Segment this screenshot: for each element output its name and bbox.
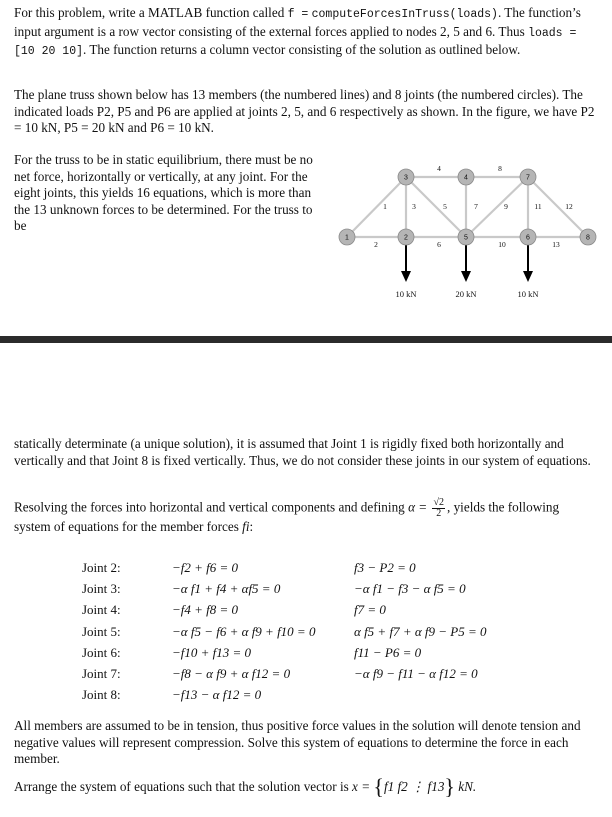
- page-divider: [0, 336, 612, 343]
- code-loads: loads = [10 20 10]: [14, 26, 577, 59]
- tension-text: All members are assumed to be in tension, thus positive force values in the solution will denote tension and negative values will represent compression. Solve this system of equations to determine the force in each member.: [14, 718, 581, 767]
- continuation-paragraph: [14, 436, 598, 469]
- member-label: 12: [565, 202, 573, 211]
- continuation-text: statically determinate (a unique solution), it is assumed that Joint 1 is rigidly fixed both horizontally and vertically and that Joint 8 is fixed vertically. Thus, we do not consider these joints in our system of equations.: [14, 436, 591, 468]
- code-f-equals: f =: [287, 8, 309, 21]
- solution-vector-entries: f1 f2 ⋮ f13: [383, 779, 445, 794]
- intro-text-3: . The function returns a column vector consisting of the solution as outlined below.: [83, 42, 521, 58]
- joint-label: 5: [464, 234, 468, 242]
- member-label: 8: [498, 164, 502, 173]
- intro-text-2: . The function’s input argument is a row vector consisting of the external forces applied to nodes 2, 5 and 6. Thus: [14, 5, 581, 39]
- code-function-signature: computeForcesInTruss(loads): [311, 8, 498, 21]
- left-brace: {: [373, 774, 384, 799]
- fraction-denominator: 2: [436, 508, 442, 519]
- alpha-fraction: [432, 498, 445, 519]
- joint-label-text: Joint 5:: [82, 623, 121, 639]
- arrange-text: Arrange the system of equations such that the solution vector is: [14, 779, 353, 794]
- horizontal-equation: −f4 + f8 = 0: [172, 602, 239, 618]
- member-label: 13: [552, 240, 560, 249]
- arrowhead: [461, 271, 471, 282]
- resolve-paragraph: [14, 498, 598, 536]
- equation-row: [82, 602, 562, 623]
- solution-vector-symbol: x =: [352, 779, 371, 794]
- vertical-equation: f11 − P6 = 0: [354, 644, 422, 660]
- member-label: 5: [443, 202, 447, 211]
- equation-system: [82, 560, 562, 708]
- equation-row: [82, 666, 562, 687]
- joint-label: 6: [526, 234, 530, 242]
- vertical-equation: f3 − P2 = 0: [354, 560, 416, 575]
- horizontal-equation: −f10 + f13 = 0: [172, 644, 252, 660]
- truss-description-text: The plane truss shown below has 13 members (the numbered lines) and 8 joints (the numbered circles). The indicated loads P2, P5 and P6 are applied at joints 2, 5, and 6 respectively as shown. In the figure, we have P2 = 10 kN, P5 = 20 kN and P6 = 10 kN.: [14, 87, 595, 136]
- unit-kn: kN.: [458, 779, 477, 794]
- joint-label-text: Joint 2:: [82, 560, 121, 575]
- alpha-definition: α =: [408, 499, 428, 515]
- joint-label-text: Joint 6:: [82, 644, 121, 660]
- equation-row: [82, 624, 562, 645]
- joint-label-text: Joint 3:: [82, 581, 121, 597]
- vertical-equation: −α f1 − f3 − α f5 = 0: [354, 581, 466, 597]
- arrowhead: [401, 271, 411, 282]
- load-arrows: [401, 245, 533, 282]
- member-label: 9: [504, 202, 508, 211]
- vertical-equation: f7 = 0: [354, 602, 386, 618]
- horizontal-equation: −f8 − α f9 + α f12 = 0: [172, 665, 291, 681]
- truss-figure: [330, 153, 600, 303]
- member-label: 11: [534, 202, 542, 211]
- member-label: 2: [374, 240, 378, 249]
- truss-description-paragraph: [14, 87, 598, 137]
- joint-label: 3: [404, 174, 408, 182]
- member-force-symbol: fi: [242, 519, 250, 534]
- member-label: 4: [437, 164, 441, 173]
- joint-label-text: Joint 7:: [82, 665, 121, 681]
- member-label: 6: [437, 240, 441, 249]
- member-label: 7: [474, 202, 478, 211]
- resolve-text-2: , yields the following system of equations for the member forces: [14, 499, 560, 534]
- arrange-paragraph: [14, 774, 598, 799]
- member-label: 3: [412, 202, 416, 211]
- resolve-text-1: Resolving the forces into horizontal and vertical components and defining: [14, 499, 409, 515]
- fraction-numerator: √2: [433, 497, 444, 508]
- joint-label: 1: [345, 234, 349, 242]
- joint-label: 7: [526, 174, 530, 182]
- load-label-p5: 20 kN: [455, 289, 477, 299]
- tension-paragraph: [14, 718, 598, 768]
- right-brace: }: [444, 774, 455, 799]
- member-label: 1: [383, 202, 387, 211]
- joint-label: 2: [404, 234, 408, 242]
- horizontal-equation: −f13 − α f12 = 0: [172, 687, 262, 703]
- vertical-equation: α f5 + f7 + α f9 − P5 = 0: [354, 623, 487, 639]
- joint-label: 4: [464, 174, 468, 182]
- equation-row: [82, 581, 562, 602]
- intro-paragraph: [14, 5, 598, 61]
- joint-label-text: Joint 8:: [82, 687, 121, 703]
- resolve-colon: :: [249, 519, 254, 534]
- equilibrium-paragraph: [14, 152, 326, 235]
- member-line: [347, 174, 408, 237]
- joint-label: 8: [586, 234, 590, 242]
- equilibrium-text: For the truss to be in static equilibrium, there must be no net force, horizontally or vertically, at any joint. For the eight joints, this yields 16 equations, which is more than the 13 unknown forces to be determined. For the truss to be: [14, 152, 313, 234]
- horizontal-equation: −f2 + f6 = 0: [172, 560, 239, 575]
- equation-row: [82, 687, 562, 708]
- horizontal-equation: −α f1 + f4 + αf5 = 0: [172, 581, 281, 597]
- joint-label-text: Joint 4:: [82, 602, 121, 618]
- vertical-equation: −α f9 − f11 − α f12 = 0: [354, 665, 478, 681]
- load-label-p6: 10 kN: [517, 289, 539, 299]
- load-labels: [395, 289, 538, 299]
- load-label-p2: 10 kN: [395, 289, 417, 299]
- member-label: 10: [498, 240, 506, 249]
- arrowhead: [523, 271, 533, 282]
- horizontal-equation: −α f5 − f6 + α f9 + f10 = 0: [172, 623, 316, 639]
- intro-text-1: For this problem, write a MATLAB function called: [14, 5, 288, 20]
- equation-row: [82, 645, 562, 666]
- equation-row: [82, 560, 562, 581]
